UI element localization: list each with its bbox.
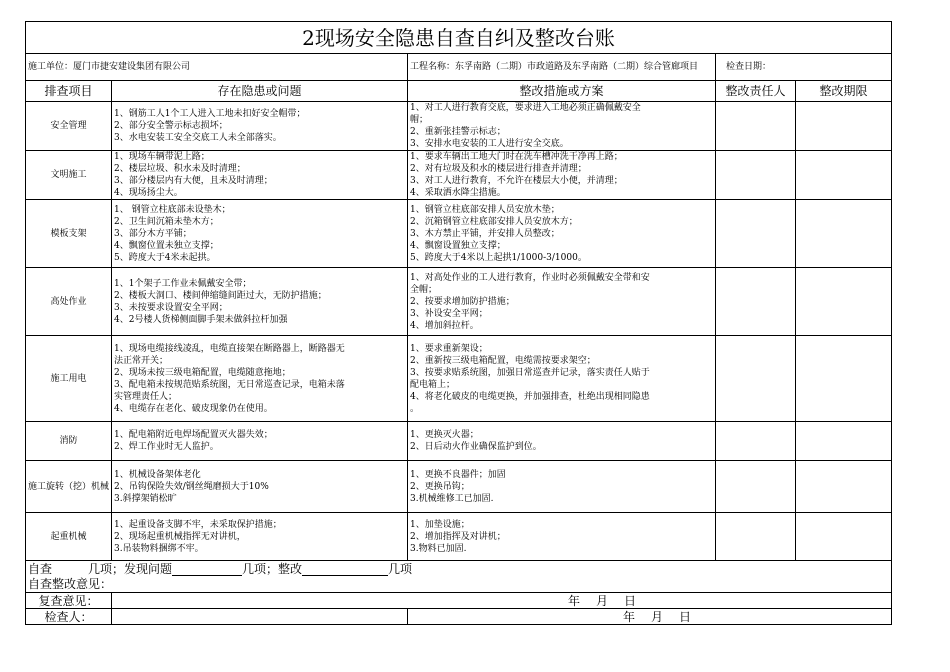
row-deadline bbox=[796, 200, 892, 268]
measure-line: 2、沉箱钢管立柱底部安排人员安放木方； bbox=[410, 216, 578, 227]
review-day: 日 bbox=[623, 593, 636, 608]
row-person bbox=[716, 200, 796, 268]
problem-line: 1、现场电缆接线凌乱，电缆直接架在断路器上，断路器无 bbox=[114, 343, 345, 354]
row-person bbox=[716, 151, 796, 200]
row-person bbox=[716, 102, 796, 151]
problem-line: 3、未按要求设置安全平网； bbox=[114, 302, 228, 313]
problem-line: 1、起重设备支脚不牢，未采取保护措施； bbox=[114, 519, 282, 530]
row-measures bbox=[408, 422, 716, 461]
measure-line: 4、将老化破皮的电缆更换，并加强排查，杜绝出现相同隐患 bbox=[410, 391, 650, 402]
measure-line: 1、更换灭火器； bbox=[410, 430, 479, 440]
self-check-opinion bbox=[26, 577, 892, 593]
row-problems bbox=[112, 102, 408, 151]
problem-line: 3、部分木方平铺； bbox=[114, 228, 192, 239]
row-problems bbox=[112, 336, 408, 422]
measure-line: 3、对工人进行教育，不允许在楼层大小便，并清理； bbox=[410, 176, 623, 186]
row-category: 施工旋转（挖）机械 bbox=[26, 461, 112, 513]
measure-line: 2、对有垃圾及积水的楼层进行排查并清理； bbox=[410, 164, 587, 174]
problem-line: 4、电缆存在老化、破皮现象仍在使用。 bbox=[114, 403, 273, 414]
measure-line: 5、跨度大于4米以上起拱1/1000-3/1000。 bbox=[410, 252, 587, 263]
table-row bbox=[26, 513, 892, 561]
measure-line: 配电箱上； bbox=[410, 379, 456, 390]
header-problem: 存在隐患或问题 bbox=[112, 81, 408, 102]
row-deadline bbox=[796, 422, 892, 461]
inspector-year: 年 bbox=[622, 609, 635, 624]
measure-line: 3、安排水电安装的工人进行安全交底。 bbox=[410, 139, 569, 149]
row-measures bbox=[408, 268, 716, 336]
row-deadline bbox=[796, 513, 892, 561]
row-deadline bbox=[796, 461, 892, 513]
measure-line: 1、钢管立柱底部安排人员安放木垫； bbox=[410, 204, 560, 215]
table-row bbox=[26, 336, 892, 422]
row-person bbox=[716, 461, 796, 513]
measure-line: 2、重新张挂警示标志； bbox=[410, 127, 506, 137]
row-measures bbox=[408, 513, 716, 561]
measure-line: 3.物料已加固. bbox=[410, 543, 467, 554]
inspector-month: 月 bbox=[650, 609, 663, 624]
row-problems bbox=[112, 200, 408, 268]
row-problems bbox=[112, 461, 408, 513]
problem-line: 3.斜撑架销松旷 bbox=[114, 493, 177, 504]
inspector-date bbox=[408, 609, 892, 625]
problem-line: 2、焊工作业时无人监护。 bbox=[114, 442, 219, 452]
problem-line: 4、现场扬尘大。 bbox=[114, 188, 183, 198]
row-deadline bbox=[796, 102, 892, 151]
problem-line: 3、水电安装工安全交底工人未全部落实。 bbox=[114, 133, 282, 143]
measure-line: 4、增加斜拉杆。 bbox=[410, 320, 479, 331]
row-person bbox=[716, 336, 796, 422]
row-category: 安全管理 bbox=[26, 102, 112, 151]
row-category: 文明施工 bbox=[26, 151, 112, 200]
row-measures bbox=[408, 461, 716, 513]
header-item: 排查项目 bbox=[26, 81, 112, 102]
measure-line: 1、要求重新架设； bbox=[410, 343, 488, 354]
row-person bbox=[716, 513, 796, 561]
row-problems bbox=[112, 268, 408, 336]
rectify-count-blank bbox=[302, 563, 388, 576]
problem-line: 2、现场起重机械指挥无对讲机， bbox=[114, 531, 246, 542]
measure-line: 1、对工人进行教育交底，要求进入工地必须正确佩戴安全 bbox=[410, 103, 641, 113]
problem-line: 3、配电箱未按规范贴系统图，无日常巡查记录，电箱未落 bbox=[114, 379, 345, 390]
measure-line: 3、木方禁止平铺，并安排人员整改； bbox=[410, 228, 560, 239]
measure-line: 3.机械维修工已加固. bbox=[410, 493, 494, 504]
review-month: 月 bbox=[595, 593, 608, 608]
row-problems bbox=[112, 513, 408, 561]
row-deadline bbox=[796, 336, 892, 422]
row-measures bbox=[408, 151, 716, 200]
header-measure: 整改措施或方案 bbox=[408, 81, 716, 102]
problem-line: 4、2号楼人货梯侧面脚手架未做斜拉杆加强 bbox=[114, 314, 288, 325]
row-deadline bbox=[796, 151, 892, 200]
measure-line: 1、加垫设施； bbox=[410, 519, 470, 530]
inspector-row bbox=[26, 609, 892, 625]
table-row bbox=[26, 200, 892, 268]
problem-line: 1、1个架子工作业未佩戴安全带； bbox=[114, 278, 252, 289]
problem-line: 1、钢筋工人1个工人进入工地未扣好安全帽带； bbox=[114, 109, 306, 119]
table-row bbox=[26, 461, 892, 513]
row-category: 模板支架 bbox=[26, 200, 112, 268]
inspector-day: 日 bbox=[678, 609, 691, 624]
problem-line: 2、部分安全警示标志损坏； bbox=[114, 121, 228, 131]
measure-line: 3、按要求贴系统图，加强日常巡查并记录，落实责任人贴于 bbox=[410, 367, 650, 378]
problem-line: 2、卫生间沉箱未垫木方； bbox=[114, 216, 219, 227]
measure-line: 2、日后动火作业确保监护到位。 bbox=[410, 442, 542, 452]
rectify-label: 几项；整改 bbox=[242, 561, 303, 576]
table-row bbox=[26, 268, 892, 336]
measure-line: 全帽； bbox=[410, 284, 438, 295]
problem-line: 1、机械设备架体老化 bbox=[114, 469, 201, 480]
measure-line: 2、更换吊钩； bbox=[410, 481, 470, 492]
construction-unit: 施工单位：厦门市捷安建设集团有限公司 bbox=[26, 54, 408, 81]
problem-line: 2、楼板大洞口、楼间伸缩缝间距过大，无防护措施； bbox=[114, 290, 327, 301]
header-person: 整改责任人 bbox=[716, 81, 796, 102]
row-problems bbox=[112, 151, 408, 200]
problem-line: 1、 钢管立柱底部未设垫木； bbox=[114, 204, 231, 215]
row-problems bbox=[112, 422, 408, 461]
row-category: 施工用电 bbox=[26, 336, 112, 422]
problem-line: 1、现场车辆带泥上路； bbox=[114, 152, 210, 162]
measure-line: 3、补设安全平网； bbox=[410, 308, 488, 319]
self-check-items: 几项；发现问题 bbox=[88, 561, 173, 576]
problem-line: 3.吊装物料捆绑不牢。 bbox=[114, 543, 204, 554]
project-name: 工程名称：东孚南路（二期）市政道路及东孚南路（二期）综合管廊项目 bbox=[408, 54, 716, 81]
review-label: 复查意见： bbox=[26, 593, 112, 609]
inspector-label: 检查人： bbox=[26, 609, 112, 625]
measure-line: 1、要求车辆出工地大门时在洗车槽冲洗干净再上路； bbox=[410, 152, 623, 162]
row-person bbox=[716, 268, 796, 336]
row-measures bbox=[408, 336, 716, 422]
measure-line: 1、对高处作业的工人进行教育，作业时必须佩戴安全带和安 bbox=[410, 272, 650, 283]
header-deadline: 整改期限 bbox=[796, 81, 892, 102]
inspection-date: 检查日期： bbox=[716, 54, 892, 81]
problem-line: 2、现场未按三级电箱配置，电缆随意拖地； bbox=[114, 367, 291, 378]
ledger-sheet bbox=[25, 21, 891, 625]
measure-line: 帽； bbox=[410, 115, 429, 125]
page-title: 2现场安全隐患自查自纠及整改台账 bbox=[26, 22, 892, 54]
row-category: 高处作业 bbox=[26, 268, 112, 336]
opinion-label: 自查整改意见： bbox=[26, 577, 892, 593]
review-row bbox=[26, 593, 892, 609]
table-row bbox=[26, 102, 892, 151]
items-suffix: 几项 bbox=[388, 561, 413, 576]
review-date bbox=[112, 593, 892, 609]
ledger-table bbox=[25, 21, 892, 625]
problem-line: 2、楼层垃圾、积水未及时清理； bbox=[114, 164, 246, 174]
row-category: 消防 bbox=[26, 422, 112, 461]
row-person bbox=[716, 422, 796, 461]
measure-line: 。 bbox=[410, 403, 420, 414]
self-check-summary bbox=[26, 561, 892, 577]
found-count-blank bbox=[172, 563, 242, 576]
problem-line: 4、飘窗位置未独立支撑； bbox=[114, 240, 219, 251]
table-row bbox=[26, 151, 892, 200]
row-category: 起重机械 bbox=[26, 513, 112, 561]
problem-line: 1、配电箱附近电焊场配置灭火器失效； bbox=[114, 430, 273, 440]
problem-line: 2、吊钩保险失效/钢丝绳磨损大于10% bbox=[114, 481, 269, 492]
row-measures bbox=[408, 200, 716, 268]
problem-line: 法正常开关； bbox=[114, 355, 169, 366]
row-measures bbox=[408, 102, 716, 151]
self-check-prefix: 自查 bbox=[28, 561, 53, 576]
measure-line: 1、更换不良器件；加固 bbox=[410, 469, 506, 480]
measure-line: 2、重新按三级电箱配置，电缆需按要求架空； bbox=[410, 355, 596, 366]
problem-line: 5、跨度大于4米未起拱。 bbox=[114, 252, 216, 263]
row-deadline bbox=[796, 268, 892, 336]
review-year: 年 bbox=[567, 593, 580, 608]
problem-line: 3、部分楼层内有大便，且未及时清理； bbox=[114, 176, 273, 186]
table-row bbox=[26, 422, 892, 461]
problem-line: 实管理责任人； bbox=[114, 391, 178, 402]
measure-line: 4、采取洒水降尘措施。 bbox=[410, 188, 506, 198]
measure-line: 2、按要求增加防护措施； bbox=[410, 296, 515, 307]
measure-line: 4、飘窗设置独立支撑； bbox=[410, 240, 506, 251]
measure-line: 2、增加指挥及对讲机； bbox=[410, 531, 506, 542]
